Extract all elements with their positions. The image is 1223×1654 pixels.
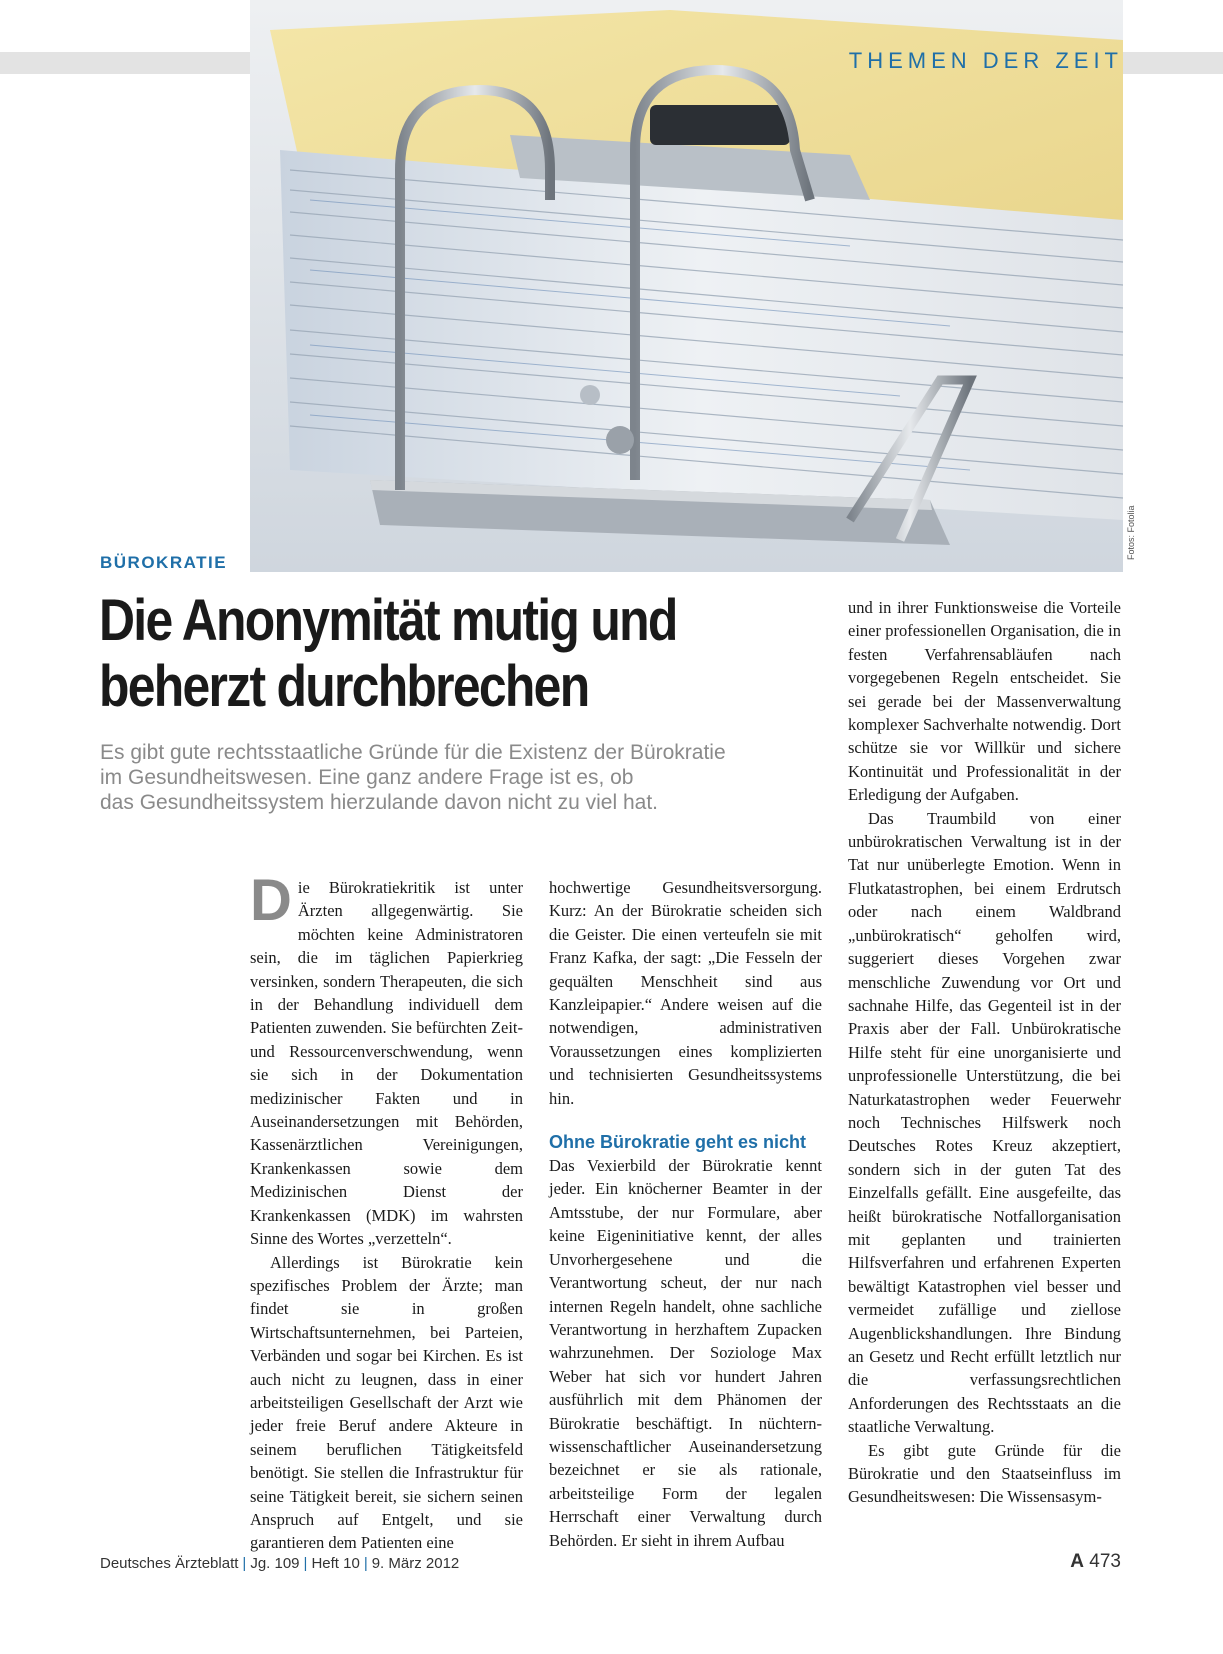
page-number [1070,1551,1121,1573]
headline-line-2: beherzt durchbrechen [99,654,589,719]
paragraph: Das Vexierbild der Bürokratie kennt jeder. Ein knöcherner Beamter in der Amtsstube, der nur Formulare, aber keine Eigeninitiative kennt, der alles Unvorhergesehene und die Verantwortung scheut, der nur nach internen Regeln handelt, ohne sachliche Verantwortung in herzhaftem Zupacken wahrzunehmen. Der Soziologe Max Weber hat sich vor hundert Jahren ausführlich mit dem Phänomen der Bürokratie beschäftigt. In nüchtern-wissenschaftlicher Auseinandersetzung bezeichnet er sie als rationale, arbeitsteilige Form der legalen Herrschaft einer Verwaltung durch Behörden. Er sieht in ihrem Aufbau [549,1156,822,1550]
paragraph: Es gibt gute Gründe für die Bürokratie und den Staatseinfluss im Gesundheitswesen: Die Wissensasym- [848,1440,1121,1507]
photo-credit: Fotos: Fotolia [1126,505,1136,560]
subheading: Ohne Bürokratie geht es nicht [549,1132,807,1153]
deck [100,740,820,815]
section-label: THEMEN DER ZEIT [848,48,1123,73]
separator: | [242,1555,247,1572]
separator: | [303,1555,308,1572]
kicker: BÜROKRATIE [100,553,228,572]
journal-name: Deutsches Ärzteblatt [100,1555,239,1572]
deck-line-1: Es gibt gute rechtsstaatliche Gründe für die Existenz der Bürokratie [100,741,726,764]
date: 9. März 2012 [371,1555,460,1572]
paragraph-text: ie Bürokratiekritik ist unter Ärzten allgegenwärtig. Sie möchten keine Administratoren sein, die im täglichen Papierkrieg versinken, sondern Therapeuten, die sich in der Behandlung individuell dem Patienten zuwenden. Sie befürchten Zeit- und Ressourcenverschwendung, wenn sie sich in der Dokumentation medizinischer Fakten und in Auseinandersetzungen mit Behörden, Kassenärztlichen Vereinigungen, Krankenkassen sowie dem Medizinischen Dienst der Krankenkassen (MDK) im wahrsten Sinne des Wortes „verzetteln“. [250,878,523,1249]
paragraph: Allerdings ist Bürokratie kein spezifisches Problem der Ärzte; man findet sie in großen Wirtschaftsunternehmen, bei Parteien, Verbänden und sogar bei Kirchen. Es ist auch nicht zu leugnen, dass in einer arbeitsteiligen Gesellschaft der Arzt wie jeder freie Beruf andere Akteure in seinem beruflichen Tätigkeitsfeld benötigt. Sie stellen die Infrastruktur für seine Tätigkeit bereit, sie sichern seinen Anspruch auf Entgelt, und sie garantieren dem Patienten eine [250,1252,523,1553]
column-1 [250,868,523,1555]
deck-line-3: das Gesundheitssystem hierzulande davon nicht zu viel hat. [100,791,658,814]
paragraph [250,868,523,1251]
column-3 [848,596,1121,1509]
page-number-value: 473 [1089,1551,1121,1572]
footer [100,1555,459,1572]
drop-cap: D [250,868,292,933]
headline [99,588,701,720]
issue: Heft 10 [311,1555,360,1572]
paragraph: hochwertige Gesundheitsversorgung. Kurz: An der Bürokratie scheiden sich die Geister. Die einen verteufeln sie mit Franz Kafka, der sagt: „Die Fesseln der gequälten Menschheit sind aus Kanzleipapier.“ Andere weisen auf die notwendigen, administrativen Voraussetzungen eines komplizierten und technisierten Gesundheitssystems hin. [549,878,822,1108]
volume: Jg. 109 [250,1555,300,1572]
paragraph: Das Traumbild von einer unbürokratischen Verwaltung ist in der Tat nur unüberlegte Emotion. Wenn in Flutkatastrophen, bei einem Erdrutsch oder nach einem Waldbrand „unbürokratisch“ geholfen wird, suggeriert dieses Vorgehen zwar menschliche Zuwendung vor Ort und sachnahe Hilfe, das Gegenteil ist in der Praxis aber der Fall. Unbürokratische Hilfe steht für eine unorganisierte und unprofessionelle Unterstützung, die bei Naturkatastrophen weder Feuerwehr noch Technisches Hilfswerk noch Deutsches Rotes Kreuz akzeptiert, sondern sich in der guten Tat des Einzelfalls gefällt. Eine ausgefeilte, das heißt bürokratische Notfallorganisation mit geplanten und trainierten Hilfsverfahren und erfahrenen Experten bewältigt Katastrophen viel besser und vermeidet zufällige und ziellose Augenblickshandlungen. Ihre Bindung an Gesetz und Recht erfüllt letztlich nur die verfassungsrechtlichen Anforderungen des Rechtsstaats an die staatliche Verwaltung. [848,808,1121,1437]
column-2 [549,876,822,1552]
separator: | [363,1555,368,1572]
ring-binder-photo [250,0,1123,572]
headline-line-1: Die Anonymität mutig und [99,588,677,653]
deck-line-2: im Gesundheitswesen. Eine ganz andere Frage ist es, ob [100,766,634,789]
paragraph: und in ihrer Funktionsweise die Vorteile einer professionellen Organisation, die in festen Verfahrensabläufen nach vorgegebenen Regeln entscheidet. Sie sei gerade bei der Massenverwaltung komplexer Sachverhalte notwendig. Dort schütze sie vor Willkür und sichere Kontinuität und Professionalität in der Erledigung der Aufgaben. [848,598,1121,805]
page-prefix: A [1070,1551,1085,1572]
